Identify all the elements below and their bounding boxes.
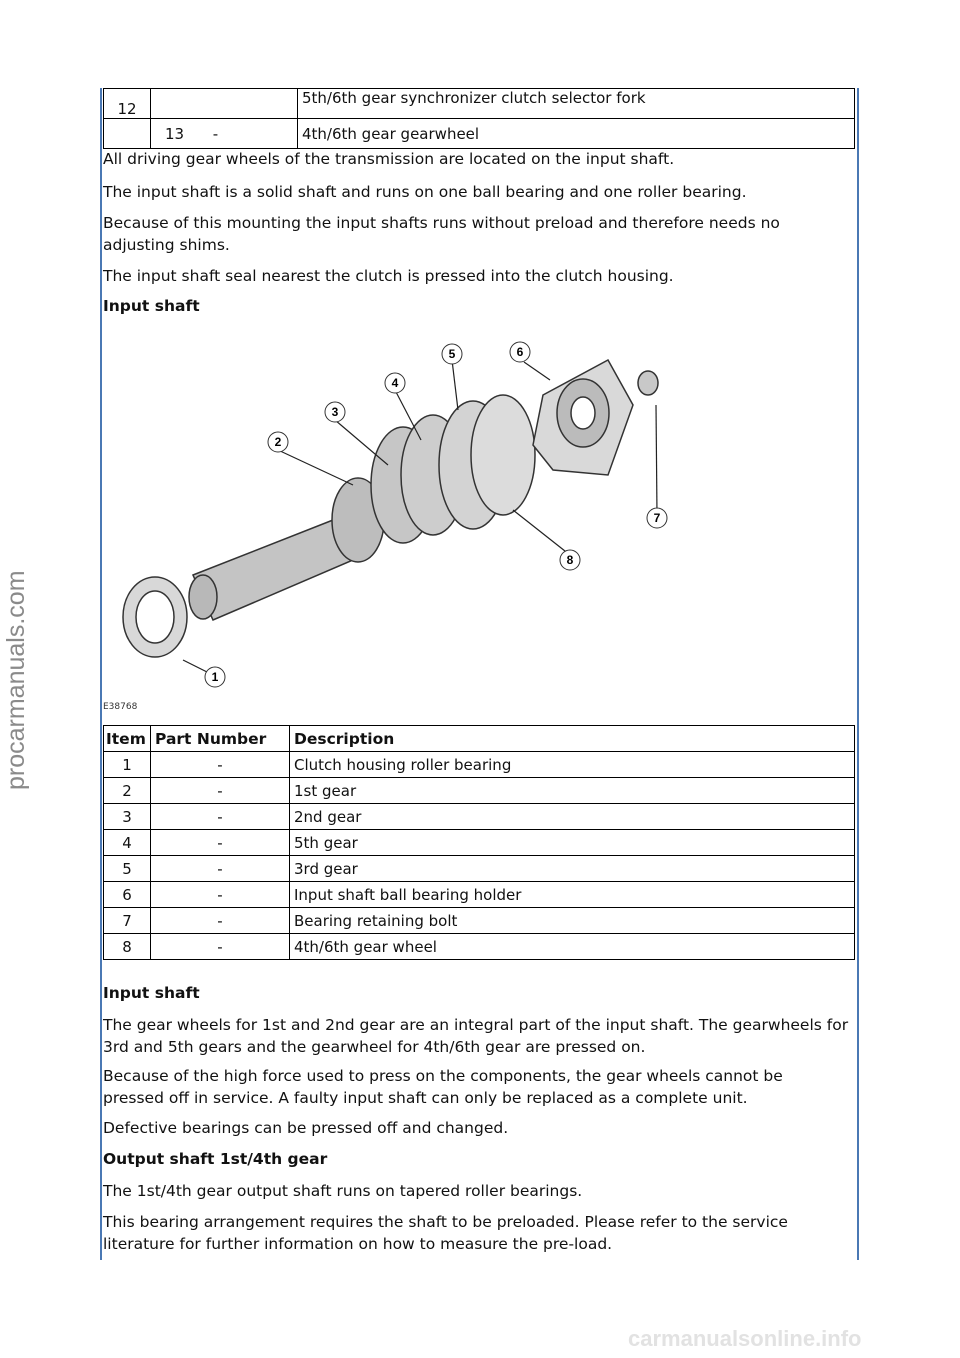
callout-2: 2 [274,435,282,449]
table-row [104,89,855,119]
table-row [104,934,855,960]
header-description: Description [290,726,855,752]
paragraph: The gear wheels for 1st and 2nd gear are an integral part of the input shaft. The gearwheels for 3rd and 5th gears and the gearwheel for 4th/6th gear are pressed on. [103,1016,849,1056]
item-cell: 1 [104,752,151,778]
paragraph: All driving gear wheels of the transmission are located on the input shaft. [103,150,675,168]
header-part-number: Part Number [151,726,290,752]
paragraph: Because of the high force used to press on the components, the gear wheels cannot be pressed off in service. A faulty input shaft can only be replaced as a complete unit. [103,1067,783,1107]
part-cell: - [151,804,290,830]
page-border-right [857,88,859,1260]
gear-shape [471,395,535,515]
footer-watermark: carmanualsonline.info [628,1326,862,1351]
bolt-shape [638,371,658,395]
callout-1: 1 [211,670,219,684]
callout-4: 4 [391,376,399,390]
callout-8: 8 [566,553,574,567]
description-cell: Clutch housing roller bearing [290,752,855,778]
paragraph: The input shaft is a solid shaft and runs on one ball bearing and one roller bearing. [103,183,747,201]
header-item: Item [104,726,151,752]
table-row [104,778,855,804]
callout-3: 3 [331,405,339,419]
paragraph: Because of this mounting the input shafts runs without preload and therefore needs no adjusting shims. [103,214,780,254]
callout-7: 7 [653,511,661,525]
table-row [104,752,855,778]
paragraph: The input shaft seal nearest the clutch is pressed into the clutch housing. [103,267,674,285]
callout-5: 5 [448,347,456,361]
part-cell: 13 - [151,119,298,149]
continued-parts-table [103,88,855,149]
table-row [104,804,855,830]
description-cell: 4th/6th gear gearwheel [298,119,855,149]
description-cell: 5th gear [290,830,855,856]
item-cell: 6 [104,882,151,908]
item-cell: 4 [104,830,151,856]
watermark-text: procarmanuals.com [2,570,30,790]
table-row [104,856,855,882]
section-heading: Output shaft 1st/4th gear [103,1150,328,1168]
description-cell: Bearing retaining bolt [290,908,855,934]
description-cell: 4th/6th gear wheel [290,934,855,960]
part-cell: - [151,882,290,908]
figure-id: E38768 [103,702,138,712]
description-cell: Input shaft ball bearing holder [290,882,855,908]
page-border-left [100,88,102,1260]
section-heading: Input shaft [103,297,200,315]
description-cell: 5th/6th gear synchronizer clutch selector fork [298,89,855,119]
paragraph: Defective bearings can be pressed off and changed. [103,1119,509,1137]
table-row [104,882,855,908]
table-header-row [104,726,855,752]
part-cell: - [151,856,290,882]
paragraph: The 1st/4th gear output shaft runs on tapered roller bearings. [103,1182,583,1200]
input-shaft-parts-table [103,725,855,960]
part-cell: - [151,778,290,804]
part-cell [151,89,298,119]
paragraph: This bearing arrangement requires the shaft to be preloaded. Please refer to the service literature for further information on how to measure the pre-load. [103,1213,788,1253]
item-cell: 3 [104,804,151,830]
item-cell: 12 [104,89,151,119]
part-cell: - [151,830,290,856]
table-row [104,119,855,149]
shaft-shape [193,520,353,620]
part-cell: - [151,934,290,960]
part-cell: - [151,908,290,934]
table-row [104,908,855,934]
description-cell: 2nd gear [290,804,855,830]
item-cell: 8 [104,934,151,960]
section-heading: Input shaft [103,984,200,1002]
part-cell: - [151,752,290,778]
description-cell: 1st gear [290,778,855,804]
callout-6: 6 [516,345,524,359]
item-cell [104,119,151,149]
item-cell: 2 [104,778,151,804]
item-cell: 5 [104,856,151,882]
side-watermark [0,0,40,1358]
input-shaft-illustration [103,335,683,715]
table-row [104,830,855,856]
item-cell: 7 [104,908,151,934]
description-cell: 3rd gear [290,856,855,882]
